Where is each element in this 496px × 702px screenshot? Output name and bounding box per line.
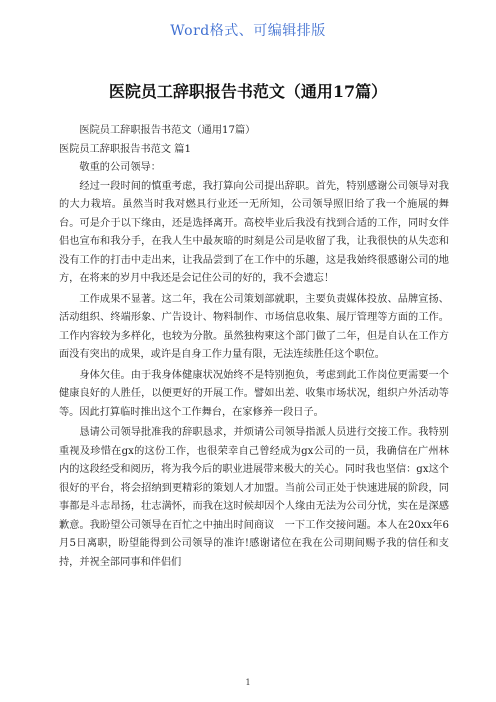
document-title: 医院员工辞职报告书范文（通用17篇） — [108, 82, 388, 101]
salutation: 敬重的公司领导： — [79, 162, 161, 173]
body-paragraph: 恳请公司领导批准我的辞职恳求，并烦请公司领导指派人员进行交接工作。我特别重视及珍惜在gx的这份工作，也很荣幸自己曾经成为gx公司的一员，我确信在广州林内的这段经受和阅历，将为我今后的职业进展带来极大的关心。同时我也坚信：gx这个很好的平台，将会招纳到更精彩的策划人才加盟。当前公司正处于快速进展的阶段，同事都是斗志昂扬，壮志满怀，而我在这时候却因个人缘由无法为公司分忧，实在是深感歉意。我盼望公司领导在百忙之中抽出时间商议 一下工作交接问题。本人在20xx年6月5日离职，盼望能得到公司领导的准许!感谢诸位在我在公司期间赐予我的信任和支持，并祝全部同事和伴侣们 — [59, 427, 449, 568]
section-heading: 医院员工辞职报告书范文 篇1 — [59, 143, 191, 155]
body-paragraph: 工作成果不显著。这二年，我在公司策划部就职，主要负责媒体投放、品牌宣扬、活动组织、终端形象、广告设计、物料制作、市场信息收集、展厅管理等方面的工作。工作内容较为多样化，也较为分散。虽然独构柬这个部门做了二年，但是自认在工作方面没有突出的成果，或许是自身工作力量有限，无法连续胜任这个职位。 — [59, 293, 449, 360]
document-banner: Word格式、可编辑排版 — [170, 23, 326, 39]
page-number: 1 — [245, 678, 251, 687]
body-paragraph: 身体欠佳。由于我身体健康状况始终不是特别抱负，考虑到此工作岗位更需要一个健康良好的人胜任，以便更好的开展工作。譬如出差、收集市场状况，组织户外活动等等。因此打算临时推出这个工作舞台，在家修养一段日子。 — [59, 369, 449, 418]
body-paragraph: 经过一段时间的慎重考虑，我打算向公司提出辞职。首先，特别感谢公司领导对我的大力栽培。虽然当时我对燃具行业还一无所知，公司领导照旧给了我一个施展的舞台。可是介于以下缘由，还是选择离开。高校毕业后我没有找到合适的工作，同时女伴侣也宣布和我分手，在我人生中最灰暗的时刻是公司是收留了我，让我很快的从失恋和没有工作的打击中走出来，让我品尝到了在工作中的乐趣，这是我始终很感谢公司的地方，在将来的岁月中我还是会记住公司的好的，我不会遗忘！ — [59, 180, 449, 284]
subtitle-line: 医院员工辞职报告书范文（通用17篇） — [79, 125, 256, 136]
document-body — [59, 122, 449, 572]
